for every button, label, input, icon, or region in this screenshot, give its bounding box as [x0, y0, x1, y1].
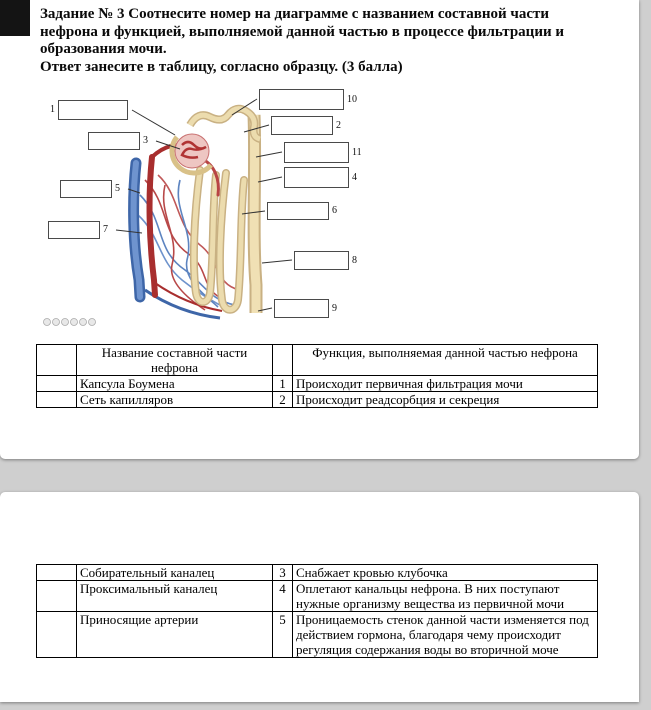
renal-vein: [134, 163, 140, 297]
diagram-label-1: [50, 100, 128, 120]
label-number-8: 8: [352, 254, 357, 266]
answer-table-page1: [36, 344, 598, 408]
table-row: [37, 376, 598, 392]
answer-cell-header[interactable]: [37, 345, 77, 376]
answer-cell[interactable]: [37, 392, 77, 408]
answer-cell[interactable]: [37, 612, 77, 658]
table-row: [37, 565, 598, 581]
label-box-6[interactable]: [267, 202, 329, 220]
part-name: Сеть капилляров: [77, 392, 273, 408]
part-name: Проксимальный каналец: [77, 581, 273, 612]
diagram-label-3: [88, 132, 148, 150]
diagram-label-8: [294, 251, 357, 270]
label-box-10[interactable]: [259, 89, 344, 110]
nephron-diagram: [40, 85, 385, 335]
part-num: 3: [273, 565, 293, 581]
part-num: 5: [273, 612, 293, 658]
part-name: Собирательный каналец: [77, 565, 273, 581]
table-row: [37, 612, 598, 658]
corner-artifact: [0, 0, 30, 36]
part-num: 1: [273, 376, 293, 392]
part-num: 4: [273, 581, 293, 612]
task-text: [40, 6, 596, 76]
diagram-label-6: [267, 202, 337, 220]
diagram-label-9: [274, 299, 337, 318]
part-function: Снабжает кровью клубочка: [293, 565, 598, 581]
diagram-label-11: [284, 142, 362, 163]
table-row: [37, 581, 598, 612]
diagram-label-2: [271, 116, 341, 135]
label-box-2[interactable]: [271, 116, 333, 135]
task-points: (3 балла): [341, 58, 403, 75]
label-box-5[interactable]: [60, 180, 112, 198]
task-number: Задание № 3: [40, 6, 125, 22]
table-row: [37, 392, 598, 408]
task-instruction: Ответ занесите в таблицу, согласно образцу.: [40, 58, 342, 75]
diagram-label-4: [284, 167, 357, 188]
label-number-7: 7: [103, 224, 108, 235]
part-function: Оплетают канальцы нефрона. В них поступают нужные организму вещества из первичной мочи: [293, 581, 598, 612]
label-number-10: 10: [347, 93, 357, 105]
page-2: [0, 492, 639, 702]
label-number-3: 3: [143, 135, 148, 146]
label-box-9[interactable]: [274, 299, 329, 318]
answer-table-page2: [36, 564, 598, 658]
part-function: Проницаемость стенок данной части изменяется под действием гормона, благодаря чему происходит регуляция содержания воды во вторичной моче: [293, 612, 598, 658]
collecting-duct: [254, 115, 256, 313]
part-num: 2: [273, 392, 293, 408]
col-header-name: Название составной части нефрона: [77, 345, 273, 376]
part-function: Происходит первичная фильтрация мочи: [293, 376, 598, 392]
label-number-2: 2: [336, 119, 341, 131]
task-sentence: Соотнесите номер на диаграмме с названием составной части нефрона и функцией, выполняемой данной частью в процессе фильтрации и образования мочи.: [40, 6, 564, 57]
col-header-num: [273, 345, 293, 376]
answer-cell[interactable]: [37, 581, 77, 612]
glomerulus: [172, 134, 211, 173]
label-box-11[interactable]: [284, 142, 349, 163]
label-number-4: 4: [352, 171, 357, 183]
diagram-label-7: [48, 221, 108, 239]
part-name: Приносящие артерии: [77, 612, 273, 658]
table-header-row: [37, 345, 598, 376]
label-box-8[interactable]: [294, 251, 349, 270]
label-number-9: 9: [332, 302, 337, 314]
label-number-5: 5: [115, 183, 120, 194]
watermark-dots: [44, 319, 96, 326]
label-number-1: 1: [50, 104, 55, 115]
col-header-function: Функция, выполняемая данной частью нефрона: [293, 345, 598, 376]
diagram-label-10: [259, 89, 357, 110]
answer-cell[interactable]: [37, 565, 77, 581]
label-box-1[interactable]: [58, 100, 128, 120]
diagram-label-5: [60, 180, 120, 198]
label-number-6: 6: [332, 205, 337, 216]
answer-cell[interactable]: [37, 376, 77, 392]
label-box-7[interactable]: [48, 221, 100, 239]
label-number-11: 11: [352, 146, 362, 158]
label-box-3[interactable]: [88, 132, 140, 150]
part-function: Происходит реадсорбция и секреция: [293, 392, 598, 408]
part-name: Капсула Боумена: [77, 376, 273, 392]
label-box-4[interactable]: [284, 167, 349, 188]
